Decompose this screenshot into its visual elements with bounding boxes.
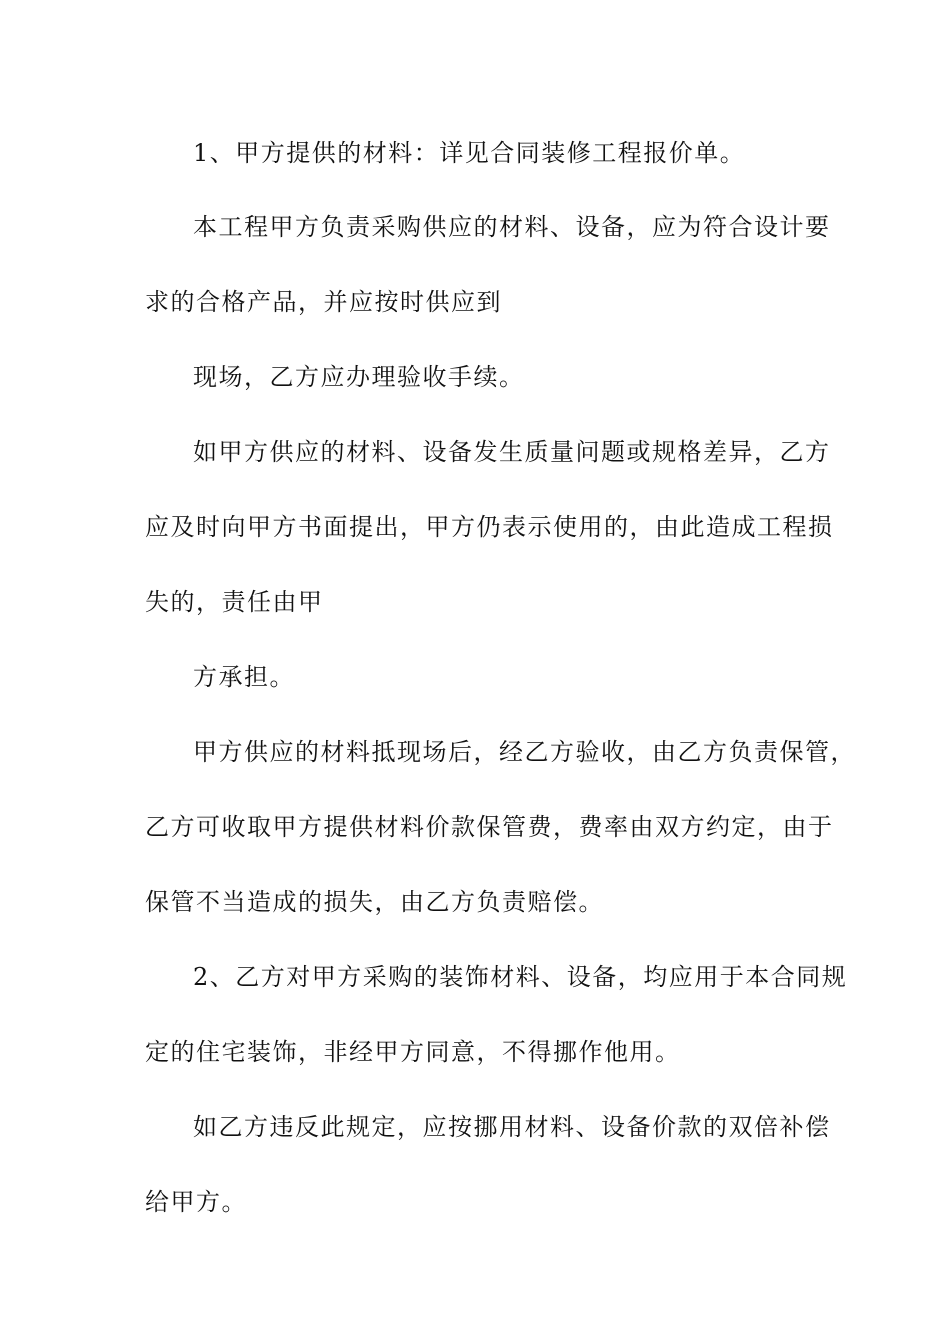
paragraph-line: 如甲方供应的材料、设备发生质量问题或规格差异，乙方 [193, 438, 831, 466]
paragraph-line: 求的合格产品，并应按时供应到 [145, 288, 502, 316]
clause-2-heading: 2、乙方对甲方采购的装饰材料、设备，均应用于本合同规 [193, 963, 848, 991]
clause-1-heading: 1、甲方提供的材料：详见合同装修工程报价单。 [193, 139, 746, 167]
paragraph-line: 本工程甲方负责采购供应的材料、设备，应为符合设计要 [193, 213, 831, 241]
paragraph-line: 定的住宅装饰，非经甲方同意，不得挪作他用。 [145, 1038, 681, 1066]
paragraph-line: 如乙方违反此规定，应按挪用材料、设备价款的双倍补偿 [193, 1113, 831, 1141]
paragraph-line: 甲方供应的材料抵现场后，经乙方验收，由乙方负责保管， [193, 738, 856, 766]
paragraph-line: 乙方可收取甲方提供材料价款保管费，费率由双方约定，由于 [145, 813, 834, 841]
paragraph-line: 给甲方。 [145, 1188, 247, 1216]
paragraph-line: 应及时向甲方书面提出，甲方仍表示使用的，由此造成工程损 [145, 513, 834, 541]
paragraph-line: 方承担。 [193, 663, 295, 691]
paragraph-line: 保管不当造成的损失，由乙方负责赔偿。 [145, 888, 604, 916]
paragraph-line: 现场，乙方应办理验收手续。 [193, 363, 525, 391]
paragraph-line: 失的，责任由甲 [145, 588, 324, 616]
